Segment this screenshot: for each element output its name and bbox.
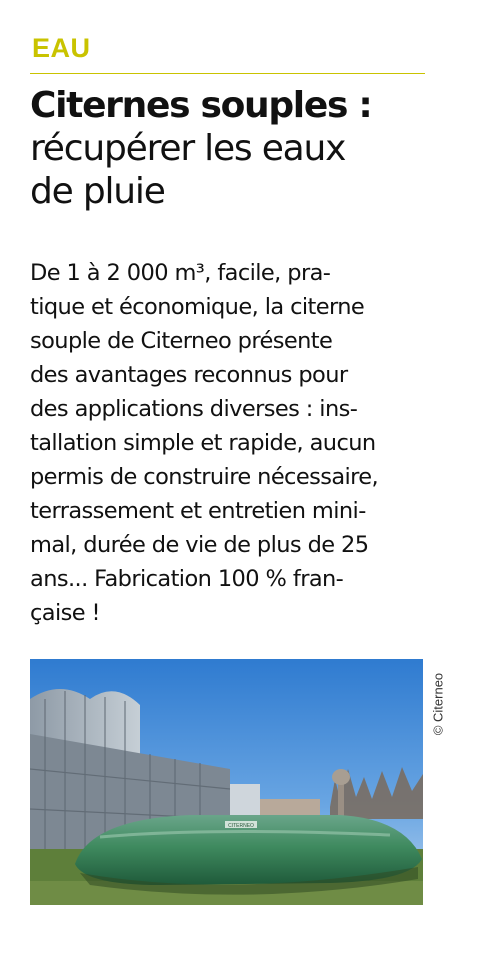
photo-credit xyxy=(428,659,448,749)
body-line: des avantages reconnus pour xyxy=(30,362,348,388)
body-line: çaise ! xyxy=(30,600,100,626)
tank-label: CITERNEO xyxy=(228,823,254,829)
article-body xyxy=(30,256,430,630)
section-divider xyxy=(30,73,425,74)
title-bold-line: Citernes souples : xyxy=(30,85,372,126)
body-line: tique et économique, la citerne xyxy=(30,294,365,320)
body-line: mal, durée de vie de plus de 25 xyxy=(30,532,369,558)
body-line: De 1 à 2 000 m³, facile, pra- xyxy=(30,260,331,286)
body-line: ans... Fabrication 100 % fran- xyxy=(30,566,344,592)
body-line: terrassement et entretien mini- xyxy=(30,498,366,524)
body-line: tallation simple et rapide, aucun xyxy=(30,430,376,456)
body-line: des applications diverses : ins- xyxy=(30,396,358,422)
title-line: de pluie xyxy=(30,171,165,212)
section-label: EAU xyxy=(32,33,91,63)
body-line: souple de Citerneo présente xyxy=(30,328,333,354)
body-line: permis de construire nécessaire, xyxy=(30,464,379,490)
citerne-photo xyxy=(30,659,423,905)
article-title xyxy=(30,84,450,213)
title-line: récupérer les eaux xyxy=(30,128,346,169)
photo-credit-text: © Citerneo xyxy=(430,672,446,736)
